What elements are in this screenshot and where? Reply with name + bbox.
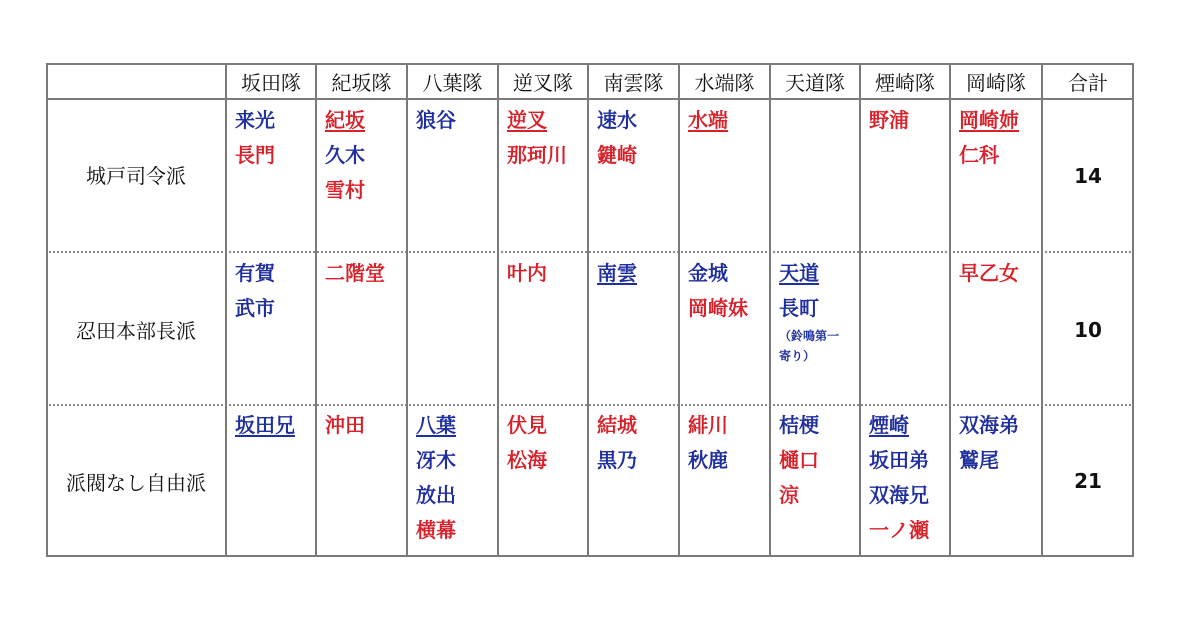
member-cell [325, 103, 365, 208]
member-name: 岡崎姉 [959, 108, 1019, 132]
member-cell [688, 408, 728, 478]
member-name: 鷲尾 [959, 448, 999, 472]
member-name: 横幕 [416, 518, 456, 542]
member-name: 煙崎 [869, 413, 909, 437]
col-border [587, 63, 589, 557]
member-note: 寄り） [779, 349, 816, 363]
row-label-shinoda: 忍田本部長派 [76, 319, 196, 343]
member-name: 沖田 [325, 413, 365, 437]
col-border [1132, 63, 1134, 557]
header-tendo: 天道隊 [785, 71, 845, 95]
table-bottom-border [46, 555, 1134, 557]
member-name: 緋川 [688, 413, 728, 437]
header-hachiba: 八葉隊 [422, 71, 483, 95]
member-name: 早乙女 [959, 261, 1019, 285]
member-name: 冴木 [416, 448, 456, 472]
member-cell [235, 256, 275, 326]
member-name: 一ノ瀬 [869, 518, 929, 542]
member-name: 桔梗 [779, 413, 819, 437]
member-cell [416, 103, 456, 138]
member-name: 有賀 [235, 261, 275, 285]
member-name: 岡崎妹 [688, 296, 748, 320]
member-cell [507, 103, 567, 173]
row-label-kido: 城戸司令派 [86, 164, 186, 188]
member-cell [959, 408, 1019, 478]
member-cell [325, 256, 385, 291]
header-mizuhata: 水端隊 [694, 71, 755, 95]
header-kemurizaki: 煙崎隊 [875, 71, 935, 95]
header-sakata: 坂田隊 [241, 71, 301, 95]
member-cell [416, 408, 456, 548]
member-name: 鍵崎 [597, 143, 637, 167]
member-name: 双海弟 [959, 413, 1019, 437]
member-name: 黒乃 [597, 448, 637, 472]
member-name: 水端 [688, 108, 728, 132]
member-name: 久木 [325, 143, 365, 167]
member-name: 伏見 [507, 413, 547, 437]
member-name: 叶内 [507, 261, 547, 285]
col-border [406, 63, 408, 557]
col-border [497, 63, 499, 557]
member-name: 坂田兄 [235, 413, 295, 437]
col-border [1041, 63, 1043, 557]
member-name: 金城 [688, 261, 728, 285]
member-note: （鈴鳴第一 [779, 329, 840, 343]
row-label-free: 派閥なし自由派 [66, 471, 206, 495]
member-cell [688, 256, 748, 326]
member-name: 涼 [779, 483, 799, 507]
col-border [859, 63, 861, 557]
member-name: 野浦 [869, 108, 909, 132]
col-border [949, 63, 951, 557]
member-cell [235, 408, 295, 443]
member-name: 双海兄 [869, 483, 929, 507]
member-name: 坂田弟 [869, 448, 929, 472]
header-total: 合計 [1068, 71, 1108, 95]
faction-table [46, 63, 1134, 557]
row-divider-1 [46, 251, 1134, 253]
member-name: 逆叉 [507, 108, 547, 132]
member-name: 長町 [779, 296, 819, 320]
table-top-border [46, 63, 1134, 65]
member-name: 武市 [235, 296, 275, 320]
member-cell [869, 408, 929, 548]
member-cell [779, 256, 839, 366]
member-name: 速水 [597, 108, 637, 132]
member-name: 放出 [416, 483, 456, 507]
total-kido: 14 [1074, 164, 1102, 188]
col-border [46, 63, 48, 557]
member-name: 八葉 [416, 413, 456, 437]
member-name: 仁科 [959, 143, 999, 167]
header-divider [46, 98, 1134, 100]
member-name: 来光 [235, 108, 275, 132]
member-name: 樋口 [779, 448, 819, 472]
member-cell [779, 408, 819, 513]
col-border [225, 63, 227, 557]
member-cell [959, 256, 1019, 291]
row-divider-2 [46, 404, 1134, 406]
header-okazaki: 岡崎隊 [966, 71, 1026, 95]
member-cell [597, 408, 637, 478]
total-shinoda: 10 [1074, 318, 1102, 342]
member-name: 長門 [235, 143, 275, 167]
member-name: 秋鹿 [688, 448, 728, 472]
member-name: 狼谷 [416, 108, 456, 132]
member-name: 結城 [597, 413, 637, 437]
col-border [315, 63, 317, 557]
member-name: 紀坂 [325, 108, 365, 132]
member-cell [959, 103, 1019, 173]
member-name: 天道 [779, 261, 819, 285]
member-name: 二階堂 [325, 261, 385, 285]
col-border [678, 63, 680, 557]
member-name: 松海 [507, 448, 547, 472]
member-cell [869, 103, 909, 138]
header-sakamata: 逆叉隊 [513, 71, 573, 95]
member-cell [688, 103, 728, 138]
member-name: 雪村 [325, 178, 365, 202]
total-free: 21 [1074, 469, 1102, 493]
member-name: 那珂川 [507, 143, 567, 167]
member-cell [597, 103, 637, 173]
member-cell [235, 103, 275, 173]
member-cell [597, 256, 637, 291]
col-border [769, 63, 771, 557]
member-name: 南雲 [597, 261, 637, 285]
member-cell [507, 408, 547, 478]
header-nagumo: 南雲隊 [603, 71, 664, 95]
member-cell [507, 256, 547, 291]
member-cell [325, 408, 365, 443]
header-kisaka: 紀坂隊 [331, 71, 392, 95]
